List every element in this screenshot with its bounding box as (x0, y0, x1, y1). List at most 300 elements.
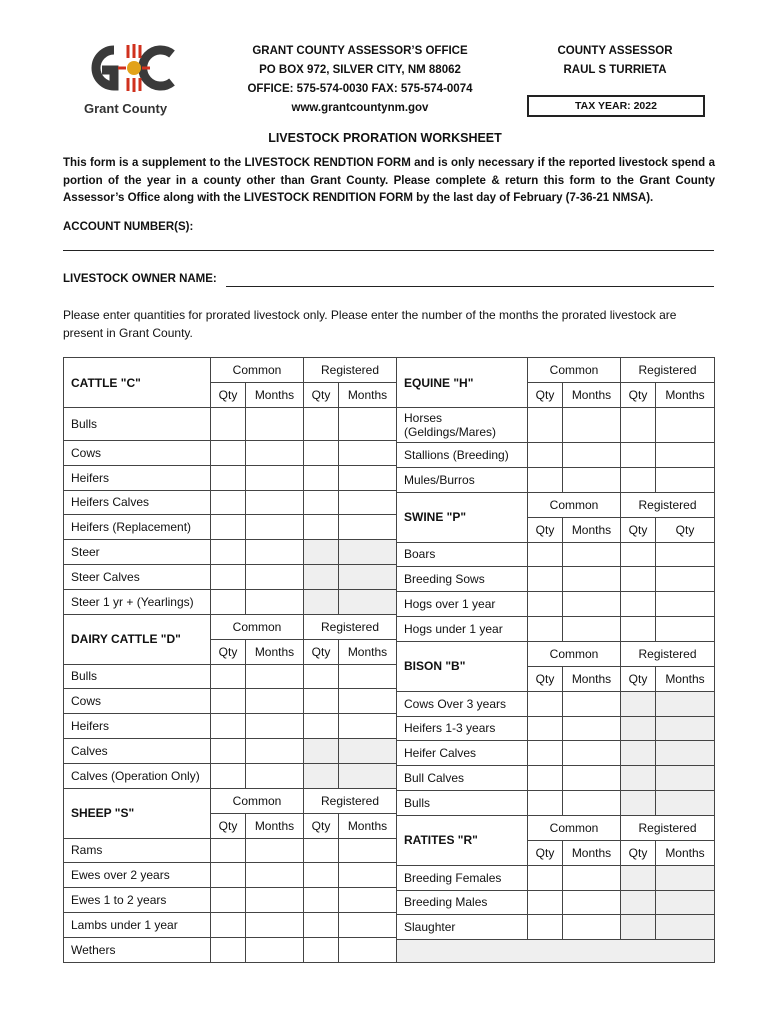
sheep-input-cell[interactable] (303, 887, 339, 913)
cattle-row-label (63, 440, 211, 466)
equine-input-cell[interactable] (527, 467, 563, 493)
bison-row-label-label: Bull Calves (404, 771, 465, 786)
bison-disabled-cell (620, 790, 656, 816)
cattle-registered-months-header-label: Months (347, 388, 388, 402)
dairy-common-qty-header-label: Qty (218, 644, 238, 659)
cattle-row-label-label: Bulls (71, 417, 98, 431)
bison-input-cell[interactable] (562, 765, 621, 791)
cattle-registered-header-label: Registered (320, 363, 380, 377)
sheep-common-header-label: Common (232, 793, 282, 808)
ratites-common-months-header (562, 840, 621, 866)
dairy-disabled-cell (338, 763, 397, 789)
bison-registered-qty-header-label: Qty (628, 671, 648, 686)
cattle-header (63, 357, 211, 408)
swine-input-cell[interactable] (562, 542, 621, 568)
swine-input-cell[interactable] (562, 566, 621, 592)
equine-input-cell[interactable] (620, 442, 656, 468)
dairy-row-label (63, 763, 211, 789)
cattle-common-qty-header-label: Qty (218, 388, 238, 402)
svg-text:G C: G C (88, 80, 90, 81)
dairy-input-cell[interactable] (303, 713, 339, 739)
swine-row-label (396, 591, 528, 617)
sheep-input-cell[interactable] (245, 937, 304, 963)
dairy-row-label-label: Heifers (71, 719, 110, 734)
sheep-row-label (63, 862, 211, 888)
sheep-row-label (63, 887, 211, 913)
swine-input-cell[interactable] (527, 591, 563, 617)
cattle-input-cell[interactable] (303, 514, 339, 540)
dairy-row-label-label: Cows (71, 694, 102, 709)
dairy-registered-months-header-label: Months (347, 644, 388, 659)
sheep-common-months-header (245, 813, 304, 839)
ratites-row-label (396, 890, 528, 916)
ratites-input-cell[interactable] (527, 865, 563, 891)
dairy-registered-header (303, 614, 397, 640)
cattle-input-cell[interactable] (303, 407, 339, 441)
ratites-input-cell[interactable] (562, 865, 621, 891)
cattle-row-label-label: Heifers (71, 470, 110, 485)
dairy-input-cell[interactable] (303, 664, 339, 690)
equine-registered-months-header-label: Months (665, 388, 705, 402)
owner-name-field[interactable] (226, 286, 714, 287)
equine-registered-qty-header-label: Qty (628, 388, 648, 402)
ratites-input-cell[interactable] (527, 914, 563, 940)
bison-row-label-label: Heifers 1-3 years (404, 721, 496, 736)
sheep-header (63, 788, 211, 839)
sheep-common-qty-header-label: Qty (218, 818, 238, 833)
cattle-common-header-label: Common (232, 363, 282, 377)
equine-header (396, 357, 528, 408)
dairy-row-label (63, 713, 211, 739)
swine-input-cell[interactable] (527, 542, 563, 568)
bison-disabled-cell (620, 716, 656, 742)
cattle-disabled-cell (338, 564, 397, 590)
cattle-header-label: CATTLE "C" (71, 375, 141, 390)
assessor-header (530, 42, 700, 80)
form-intro: This form is a supplement to the LIVESTOCK RENDTION FORM and is only necessary if the reported livestock spend a portion of the year in a county other than Grant County. Please complete & return this form to the Grant County Assessor’s Office along with the LIVESTOCK RENDITION FORM by the last day of February (7-36-21 NMSA). (63, 157, 715, 204)
cattle-input-cell[interactable] (338, 490, 397, 516)
cattle-registered-qty-header (303, 382, 339, 408)
ratites-input-cell[interactable] (562, 914, 621, 940)
swine-common-qty-header-label: Qty (535, 522, 555, 537)
livestock-table (63, 357, 714, 964)
dairy-input-cell[interactable] (210, 688, 246, 714)
ratites-common-header-label: Common (549, 820, 599, 835)
sheep-input-cell[interactable] (303, 838, 339, 864)
dairy-disabled-cell (303, 763, 339, 789)
swine-input-cell[interactable] (620, 566, 656, 592)
bison-row-label (396, 691, 528, 717)
dairy-input-cell[interactable] (210, 664, 246, 690)
tax-year-box: TAX YEAR: 2022 (527, 95, 705, 117)
dairy-header-label: DAIRY CATTLE "D" (71, 632, 181, 647)
swine-common-months-header (562, 517, 621, 543)
cattle-row-label (63, 465, 211, 491)
dairy-input-cell[interactable] (245, 688, 304, 714)
ratites-disabled-cell (655, 890, 715, 916)
dairy-header (63, 614, 211, 665)
swine-input-cell[interactable] (527, 616, 563, 642)
cattle-input-cell[interactable] (338, 440, 397, 466)
cattle-input-cell[interactable] (210, 465, 246, 491)
sheep-registered-months-header (338, 813, 397, 839)
cattle-disabled-cell (303, 589, 339, 615)
dairy-row-label-label: Calves (71, 743, 108, 758)
sheep-input-cell[interactable] (303, 862, 339, 888)
swine-registered-months-header (655, 517, 715, 543)
dairy-input-cell[interactable] (245, 763, 304, 789)
bison-disabled-cell (655, 790, 715, 816)
sheep-row-label-label: Wethers (71, 942, 116, 957)
bison-disabled-cell (620, 740, 656, 766)
equine-input-cell[interactable] (655, 467, 715, 493)
ratites-registered-qty-header (620, 840, 656, 866)
sheep-input-cell[interactable] (245, 838, 304, 864)
sheep-input-cell[interactable] (245, 887, 304, 913)
cattle-common-header (210, 357, 304, 383)
equine-registered-header (620, 357, 715, 383)
cattle-input-cell[interactable] (245, 465, 304, 491)
swine-input-cell[interactable] (562, 591, 621, 617)
swine-header-label: SWINE "P" (404, 510, 467, 525)
bison-input-cell[interactable] (562, 790, 621, 816)
sheep-common-qty-header (210, 813, 246, 839)
sheep-row-label-label: Ewes over 2 years (71, 868, 170, 883)
account-number-field[interactable] (63, 250, 714, 251)
county-logo (80, 40, 180, 116)
office-address: PO BOX 972, SILVER CITY, NM 88062 (259, 64, 461, 76)
ratites-registered-qty-header-label: Qty (628, 845, 648, 860)
ratites-header-label: RATITES "R" (404, 833, 478, 848)
dairy-input-cell[interactable] (303, 688, 339, 714)
equine-header-label: EQUINE "H" (404, 375, 474, 390)
dairy-input-cell[interactable] (245, 713, 304, 739)
dairy-registered-qty-header-label: Qty (311, 644, 331, 659)
instructions: Please enter quantities for prorated livestock only. Please enter the number of the months the prorated livestock are present in Grant County. (63, 308, 677, 340)
bison-common-header (527, 641, 621, 667)
equine-input-cell[interactable] (527, 442, 563, 468)
dairy-input-cell[interactable] (210, 763, 246, 789)
cattle-disabled-cell (338, 539, 397, 565)
sheep-input-cell[interactable] (338, 912, 397, 938)
cattle-input-cell[interactable] (338, 514, 397, 540)
dairy-common-qty-header (210, 639, 246, 665)
ratites-registered-months-header-label: Months (665, 845, 705, 860)
bison-disabled-cell (655, 740, 715, 766)
equine-row-label (396, 467, 528, 493)
sheep-registered-months-header-label: Months (347, 818, 388, 833)
swine-row-label-label: Hogs under 1 year (404, 621, 503, 636)
sheep-registered-header-label: Registered (320, 793, 380, 808)
bison-row-label (396, 740, 528, 766)
swine-input-cell[interactable] (655, 566, 715, 592)
sheep-input-cell[interactable] (210, 887, 246, 913)
cattle-row-label (63, 589, 211, 615)
ratites-registered-months-header (655, 840, 715, 866)
cattle-row-label-label: Heifers (Replacement) (71, 520, 192, 535)
bison-common-months-header-label: Months (571, 671, 612, 686)
sheep-input-cell[interactable] (303, 937, 339, 963)
ratites-disabled-cell (655, 865, 715, 891)
bison-row-label-label: Heifer Calves (404, 746, 477, 761)
dairy-disabled-cell (303, 738, 339, 764)
cattle-input-cell[interactable] (303, 440, 339, 466)
ratites-row-label (396, 914, 528, 940)
cattle-disabled-cell (338, 589, 397, 615)
swine-registered-header-label: Registered (638, 497, 697, 512)
dairy-registered-months-header (338, 639, 397, 665)
sheep-row-label-label: Rams (71, 843, 103, 858)
cattle-input-cell[interactable] (210, 490, 246, 516)
swine-input-cell[interactable] (620, 542, 656, 568)
cattle-input-cell[interactable] (245, 539, 304, 565)
cattle-row-label (63, 564, 211, 590)
swine-row-label (396, 542, 528, 568)
office-name: GRANT COUNTY ASSESSOR’S OFFICE (252, 45, 468, 57)
bison-disabled-cell (655, 716, 715, 742)
assessor-name: RAUL S TURRIETA (563, 64, 667, 76)
swine-header (396, 492, 528, 543)
sheep-input-cell[interactable] (210, 838, 246, 864)
sheep-common-months-header-label: Months (254, 818, 295, 833)
equine-common-qty-header (527, 382, 563, 408)
swine-input-cell[interactable] (655, 542, 715, 568)
sheep-input-cell[interactable] (338, 862, 397, 888)
swine-common-qty-header (527, 517, 563, 543)
bison-registered-months-header (655, 666, 715, 692)
sheep-input-cell[interactable] (338, 887, 397, 913)
sheep-input-cell[interactable] (210, 862, 246, 888)
bison-common-qty-header (527, 666, 563, 692)
sheep-common-header (210, 788, 304, 814)
ratites-disabled-cell (620, 890, 656, 916)
cattle-input-cell[interactable] (245, 564, 304, 590)
dairy-input-cell[interactable] (245, 738, 304, 764)
bison-common-header-label: Common (549, 646, 599, 661)
swine-input-cell[interactable] (655, 616, 715, 642)
dairy-input-cell[interactable] (338, 688, 397, 714)
office-header (220, 42, 500, 118)
cattle-row-label-label: Steer Calves (71, 569, 140, 584)
dairy-registered-header-label: Registered (320, 619, 380, 634)
ratites-input-cell[interactable] (562, 890, 621, 916)
bison-disabled-cell (655, 765, 715, 791)
ratites-input-cell[interactable] (527, 890, 563, 916)
cattle-row-label-label: Cows (71, 445, 102, 460)
dairy-input-cell[interactable] (338, 713, 397, 739)
equine-common-months-header-label: Months (571, 388, 612, 402)
ratites-common-months-header-label: Months (571, 845, 612, 860)
cattle-input-cell[interactable] (210, 440, 246, 466)
sheep-row-label (63, 937, 211, 963)
dairy-input-cell[interactable] (210, 713, 246, 739)
equine-input-cell[interactable] (655, 407, 715, 443)
dairy-common-months-header (245, 639, 304, 665)
swine-input-cell[interactable] (527, 566, 563, 592)
equine-common-header (527, 357, 621, 383)
bison-row-label (396, 765, 528, 791)
ratites-common-qty-header (527, 840, 563, 866)
cattle-row-label-label: Steer 1 yr + (Yearlings) (71, 594, 194, 609)
cattle-registered-header (303, 357, 397, 383)
swine-common-header-label: Common (549, 497, 599, 512)
equine-registered-months-header (655, 382, 715, 408)
swine-registered-qty-header-label: Qty (628, 522, 648, 537)
equine-registered-header-label: Registered (638, 363, 697, 377)
equine-input-cell[interactable] (620, 407, 656, 443)
bison-input-cell[interactable] (527, 790, 563, 816)
equine-input-cell[interactable] (527, 407, 563, 443)
office-phone: OFFICE: 575-574-0030 FAX: 575-574-0074 (247, 83, 473, 95)
empty-area (396, 939, 715, 962)
dairy-row-label-label: Bulls (71, 669, 98, 684)
cattle-row-label-label: Steer (71, 545, 100, 560)
bison-registered-months-header-label: Months (665, 671, 705, 686)
dairy-input-cell[interactable] (338, 664, 397, 690)
equine-row-label (396, 442, 528, 468)
cattle-common-months-header-label: Months (254, 388, 295, 402)
sheep-input-cell[interactable] (210, 912, 246, 938)
dairy-row-label (63, 664, 211, 690)
dairy-row-label (63, 688, 211, 714)
cattle-input-cell[interactable] (338, 407, 397, 441)
cattle-input-cell[interactable] (245, 407, 304, 441)
cattle-row-label (63, 514, 211, 540)
cattle-input-cell[interactable] (245, 514, 304, 540)
swine-common-header (527, 492, 621, 518)
swine-row-label (396, 616, 528, 642)
account-label: ACCOUNT NUMBER(S): (63, 221, 194, 233)
cattle-registered-months-header (338, 382, 397, 408)
swine-registered-header (620, 492, 715, 518)
ratites-row-label-label: Slaughter (404, 920, 456, 935)
bison-header-label: BISON "B" (404, 659, 466, 674)
dairy-input-cell[interactable] (210, 738, 246, 764)
sheep-input-cell[interactable] (338, 838, 397, 864)
bison-common-months-header (562, 666, 621, 692)
equine-input-cell[interactable] (562, 442, 621, 468)
cattle-input-cell[interactable] (210, 589, 246, 615)
cattle-input-cell[interactable] (303, 465, 339, 491)
bison-input-cell[interactable] (562, 691, 621, 717)
ratites-disabled-cell (655, 914, 715, 940)
cattle-row-label (63, 539, 211, 565)
ratites-row-label-label: Breeding Males (404, 895, 488, 910)
equine-input-cell[interactable] (655, 442, 715, 468)
cattle-common-qty-header (210, 382, 246, 408)
bison-input-cell[interactable] (562, 740, 621, 766)
bison-disabled-cell (620, 765, 656, 791)
swine-input-cell[interactable] (620, 591, 656, 617)
swine-registered-months-header-label: Qty (675, 522, 695, 537)
cattle-disabled-cell (303, 539, 339, 565)
sheep-row-label (63, 838, 211, 864)
sheep-input-cell[interactable] (338, 937, 397, 963)
cattle-input-cell[interactable] (245, 589, 304, 615)
sheep-header-label: SHEEP "S" (71, 806, 135, 821)
equine-registered-qty-header (620, 382, 656, 408)
swine-input-cell[interactable] (655, 591, 715, 617)
ratites-registered-header-label: Registered (638, 820, 697, 835)
cattle-registered-qty-header-label: Qty (311, 388, 331, 402)
bison-input-cell[interactable] (562, 716, 621, 742)
cattle-row-label (63, 490, 211, 516)
dairy-common-months-header-label: Months (254, 644, 295, 659)
sheep-input-cell[interactable] (210, 937, 246, 963)
bison-input-cell[interactable] (527, 740, 563, 766)
sheep-registered-header (303, 788, 397, 814)
sheep-input-cell[interactable] (245, 912, 304, 938)
cattle-input-cell[interactable] (210, 514, 246, 540)
sheep-registered-qty-header (303, 813, 339, 839)
bison-header (396, 641, 528, 692)
ratites-disabled-cell (620, 865, 656, 891)
form-title: LIVESTOCK PRORATION WORKSHEET (268, 131, 502, 145)
bison-input-cell[interactable] (527, 691, 563, 717)
swine-row-label-label: Breeding Sows (404, 572, 485, 587)
logo-mark-icon (80, 40, 180, 96)
swine-registered-qty-header (620, 517, 656, 543)
sheep-row-label (63, 912, 211, 938)
equine-input-cell[interactable] (562, 467, 621, 493)
ratites-row-label (396, 865, 528, 891)
bison-input-cell[interactable] (527, 765, 563, 791)
bison-common-qty-header-label: Qty (535, 671, 555, 686)
dairy-row-label-label: Calves (Operation Only) (71, 768, 200, 783)
cattle-input-cell[interactable] (210, 539, 246, 565)
equine-row-label (396, 407, 528, 443)
cattle-input-cell[interactable] (210, 407, 246, 441)
swine-common-months-header-label: Months (571, 522, 612, 537)
ratites-registered-header (620, 815, 715, 841)
bison-row-label (396, 790, 528, 816)
sheep-input-cell[interactable] (303, 912, 339, 938)
cattle-input-cell[interactable] (245, 440, 304, 466)
equine-input-cell[interactable] (620, 467, 656, 493)
dairy-disabled-cell (338, 738, 397, 764)
bison-input-cell[interactable] (527, 716, 563, 742)
bison-row-label-label: Cows Over 3 years (404, 696, 507, 711)
sheep-row-label-label: Lambs under 1 year (71, 917, 178, 932)
ratites-common-header (527, 815, 621, 841)
sheep-row-label-label: Ewes 1 to 2 years (71, 893, 167, 908)
cattle-input-cell[interactable] (245, 490, 304, 516)
bison-disabled-cell (620, 691, 656, 717)
owner-label: LIVESTOCK OWNER NAME: (63, 273, 217, 285)
logo-county-name: Grant County (84, 101, 168, 116)
dairy-input-cell[interactable] (245, 664, 304, 690)
equine-common-qty-header-label: Qty (535, 388, 555, 402)
sheep-input-cell[interactable] (245, 862, 304, 888)
cattle-input-cell[interactable] (210, 564, 246, 590)
equine-row-label-label: Horses (Geldings/Mares) (404, 411, 497, 439)
equine-common-header-label: Common (549, 363, 599, 377)
cattle-input-cell[interactable] (338, 465, 397, 491)
dairy-registered-qty-header (303, 639, 339, 665)
swine-input-cell[interactable] (562, 616, 621, 642)
assessor-title: COUNTY ASSESSOR (557, 45, 673, 57)
bison-row-label-label: Bulls (404, 795, 431, 810)
swine-row-label-label: Boars (404, 547, 436, 562)
equine-input-cell[interactable] (562, 407, 621, 443)
bison-registered-qty-header (620, 666, 656, 692)
cattle-input-cell[interactable] (303, 490, 339, 516)
sheep-registered-qty-header-label: Qty (311, 818, 331, 833)
cattle-row-label (63, 407, 211, 441)
swine-input-cell[interactable] (620, 616, 656, 642)
dairy-row-label (63, 738, 211, 764)
cattle-disabled-cell (303, 564, 339, 590)
